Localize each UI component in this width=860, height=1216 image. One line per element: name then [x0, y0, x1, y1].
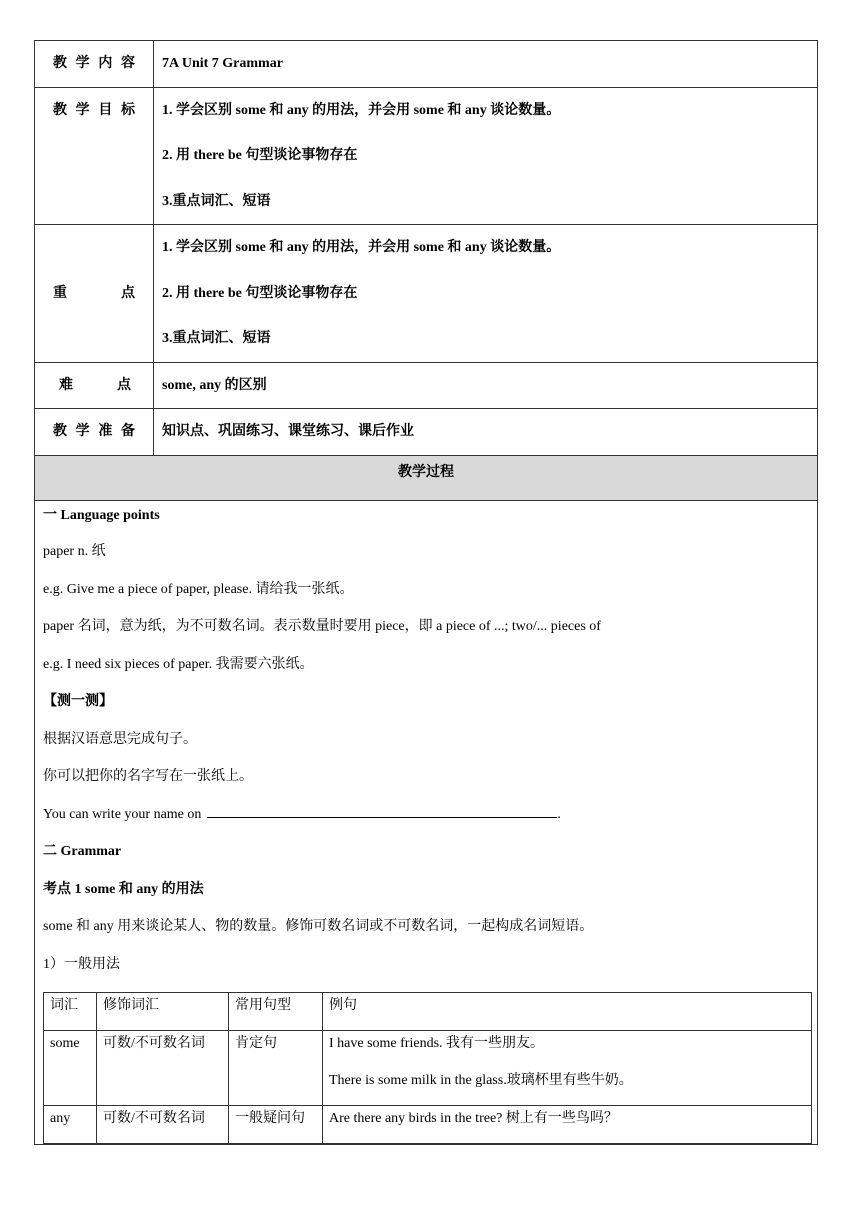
label-char: 备: [120, 424, 135, 439]
process-body: [35, 500, 818, 1145]
column-header: 修饰词汇: [97, 993, 229, 1031]
point-title: 考点 1 some 和 any 的用法: [43, 881, 204, 897]
objective-line: 2. 用 there be 句型谈论事物存在: [162, 148, 358, 163]
label-char: 容: [120, 56, 135, 71]
lesson-plan-table: [34, 40, 818, 1145]
section-title: 二 Grammar: [43, 844, 122, 859]
row-process-header: [35, 455, 818, 500]
difficulty-line: some, any 的区别: [162, 377, 267, 393]
column-header: 常用句型: [229, 993, 323, 1031]
label-char: 学: [75, 424, 90, 439]
test-en-before: You can write your name on: [43, 806, 202, 822]
label-objectives: [35, 87, 154, 225]
cell-pattern: 肯定句: [235, 1036, 277, 1051]
value-difficulties: [154, 362, 818, 409]
objective-line: 1. 学会区别 some 和 any 的用法，并会用 some 和 any 谈论数量。: [162, 102, 561, 118]
objective-line: 3.重点词汇、短语: [162, 193, 271, 209]
key-point-line: 1. 学会区别 some 和 any 的用法，并会用 some 和 any 谈论数量。: [162, 240, 561, 255]
label-char: 学: [75, 102, 90, 118]
cell-modifies: 可数/不可数名词: [103, 1036, 205, 1051]
key-point-line: 3.重点词汇、短语: [162, 331, 271, 346]
label-content: [35, 41, 154, 88]
row-preparation: [35, 409, 818, 456]
cell-word: some: [50, 1036, 80, 1051]
label-char: 准: [98, 424, 113, 439]
cell-word: any: [50, 1111, 71, 1126]
usage-title: 1）一般用法: [43, 956, 120, 972]
content-line: 7A Unit 7 Grammar: [162, 56, 283, 71]
test-en-sentence: [43, 801, 809, 839]
body-line: e.g. I need six pieces of paper. 我需要六张纸。: [43, 656, 314, 672]
test-cn-sentence: 你可以把你的名字写在一张纸上。: [43, 769, 253, 784]
test-en-after: .: [557, 806, 561, 822]
table-row: [44, 1106, 812, 1144]
label-char: 点: [121, 285, 135, 301]
label-char: 学: [75, 56, 90, 71]
test-instruction: 根据汉语意思完成句子。: [43, 731, 197, 747]
section-title: 一 Language points: [43, 507, 160, 523]
usage-table: [43, 992, 812, 1144]
row-difficulties: [35, 362, 818, 409]
value-preparation: [154, 409, 818, 456]
label-char: 目: [98, 102, 113, 118]
label-key-points: [35, 225, 154, 363]
label-char: 内: [98, 56, 113, 71]
cell-modifies: 可数/不可数名词: [103, 1111, 205, 1126]
process-header: 教学过程: [35, 455, 818, 500]
cell-example: I have some friends. 我有一些朋友。: [329, 1036, 545, 1051]
row-process-body: [35, 500, 818, 1145]
cell-pattern: 一般疑问句: [235, 1111, 305, 1126]
answer-blank: [207, 803, 557, 818]
label-char: 重: [53, 285, 67, 301]
label-preparation: [35, 409, 154, 456]
label-char: 教: [53, 102, 67, 118]
table-row: [44, 1031, 812, 1106]
label-char: 教: [53, 56, 67, 71]
usage-table-header: [44, 993, 812, 1031]
body-line: paper n. 纸: [43, 544, 106, 559]
value-key-points: [154, 225, 818, 363]
body-line: paper 名词，意为纸，为不可数名词。表示数量时要用 piece，即 a piece of ...; two/... pieces of: [43, 619, 601, 634]
preparation-line: 知识点、巩固练习、课堂练习、课后作业: [162, 424, 414, 439]
cell-example: Are there any birds in the tree? 树上有一些鸟吗？: [329, 1111, 618, 1126]
label-char: 点: [117, 377, 131, 393]
value-content: [154, 41, 818, 88]
column-header: 例句: [323, 993, 812, 1031]
label-char: 标: [120, 102, 135, 118]
row-objectives: [35, 87, 818, 225]
label-difficulties: [35, 362, 154, 409]
key-point-line: 2. 用 there be 句型谈论事物存在: [162, 285, 358, 301]
point-description: some 和 any 用来谈论某人、物的数量。修饰可数名词或不可数名词，一起构成名词短语。: [43, 919, 594, 934]
column-header: 词汇: [44, 993, 97, 1031]
label-char: 教: [53, 424, 67, 439]
body-line: e.g. Give me a piece of paper, please. 请给我一张纸。: [43, 581, 354, 597]
row-content: [35, 41, 818, 88]
lesson-plan-page: [34, 40, 817, 1145]
test-title: 【测一测】: [43, 694, 113, 709]
label-char: 难: [59, 377, 73, 393]
cell-example: There is some milk in the glass.玻璃杯里有些牛奶。: [329, 1073, 633, 1088]
value-objectives: [154, 87, 818, 225]
row-key-points: [35, 225, 818, 363]
